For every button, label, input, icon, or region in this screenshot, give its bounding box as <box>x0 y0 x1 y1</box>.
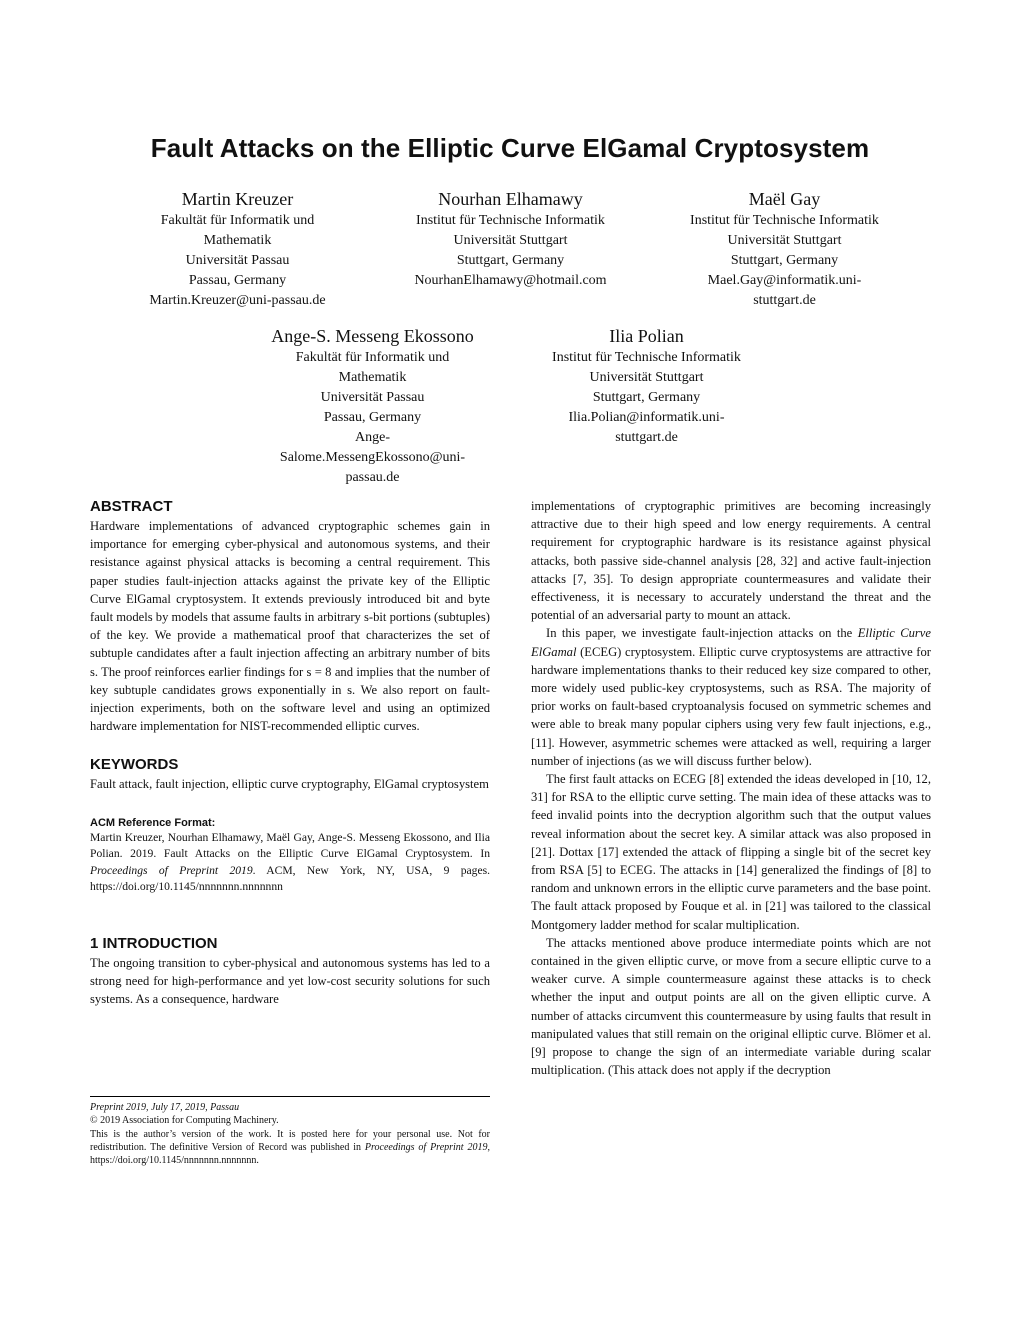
body-paragraph: The attacks mentioned above produce intermediate points which are not contained in the given elliptic curve, or move from a secure elliptic curve to a weaker curve. A simple countermeasure against these attacks is to check whether the input and output points are all on the given elliptic curve. A number of attacks circumvent this countermeasure by using faults that result in manipulated values that still remain on the original elliptic curve. Blömer et al. [9] propose to change the sign of an intermediate variable during scalar multiplication. (This attack does not apply if the decryption <box>531 935 931 1078</box>
footnote-venue: Preprint 2019, July 17, 2019, Passau <box>90 1102 240 1113</box>
acm-reference-text: Martin Kreuzer, Nourhan Elhamawy, Maël Gay, Ange-S. Messeng Ekossono, and Ilia Polian. 2019. Fault Attacks on the Elliptic Curve ElGamal Cryptosystem. In Proceedings of Preprint 2019. ACM, New York, NY, USA, 9 pages. https://doi.org/10.1145/nnnnnnn.nnnnnnn <box>90 830 491 894</box>
author-block <box>225 325 520 488</box>
acm-reference-heading: ACM Reference Format: <box>90 816 216 829</box>
author-block <box>90 188 385 311</box>
author-location: Passau, Germany <box>188 273 287 288</box>
author-name: Ange-S. Messeng Ekossono <box>271 326 474 346</box>
author-affiliation: Universität Stuttgart <box>453 233 568 248</box>
author-affiliation: Institut für Technische Informatik <box>416 213 605 228</box>
author-name: Martin Kreuzer <box>181 189 294 209</box>
author-email: Ilia.Polian@informatik.uni- <box>568 410 725 425</box>
right-column <box>531 497 931 1080</box>
body-paragraph: In this paper, we investigate fault-injection attacks on the Elliptic Curve ElGamal (ECEG) cryptosystem. Elliptic curve cryptosystems are attractive for hardware implementations thanks to their reduced key size compared to other, more widely used public-key cryptosystems, such as RSA. The majority of prior works on fault-based cryptoanalysis focused on symmetric schemes and were able to break many popular ciphers using very few fault injections, e.g., [11]. However, asymmetric schemes were attacked as well, requiring a larger number of injections (as we will discuss further below). <box>531 626 931 768</box>
author-email: Salome.MessengEkossono@uni- <box>279 450 466 465</box>
paper-title: Fault Attacks on the Elliptic Curve ElGamal Cryptosystem <box>150 133 870 163</box>
abstract-heading: ABSTRACT <box>90 498 173 515</box>
author-email: stuttgart.de <box>753 293 816 308</box>
author-location: Passau, Germany <box>323 410 422 425</box>
left-column <box>90 497 490 1008</box>
footnote-notice: This is the author’s version of the work. It is posted here for your personal use. Not for redistribution. The definitive Version of Record was published in Proceedings of Preprint 2019, https://doi.org/10.1145/nnnnnnn.nnnnnnn. <box>90 1128 490 1167</box>
footnote <box>90 1101 490 1167</box>
author-name: Ilia Polian <box>609 326 684 346</box>
author-block <box>637 188 932 311</box>
author-email: Ange- <box>355 430 390 445</box>
author-block <box>499 325 794 448</box>
author-affiliation: Universität Passau <box>320 390 425 405</box>
author-email: Martin.Kreuzer@uni-passau.de <box>149 293 326 308</box>
footnote-divider <box>90 1096 490 1097</box>
author-block <box>363 188 658 291</box>
author-affiliation: Fakultät für Informatik und <box>160 213 315 228</box>
keywords-heading: KEYWORDS <box>90 756 179 774</box>
body-paragraph: implementations of cryptographic primitives are becoming increasingly attractive due to their high speed and low energy requirements. A central requirement for cryptographic hardware is its resistance against physical attacks, both passive side-channel analysis [28, 32] and active fault-injection attacks [7, 35]. To design appropriate countermeasures and validate their effectiveness, it is necessary to accurately understand the threat and the potential of an adversarial party to mount an attack. <box>531 499 931 623</box>
author-affiliation: Universität Passau <box>185 253 290 268</box>
author-affiliation: Fakultät für Informatik und <box>295 350 450 365</box>
introduction-heading: 1 INTRODUCTION <box>90 934 218 952</box>
keywords-text: Fault attack, fault injection, elliptic curve cryptography, ElGamal cryptosystem <box>90 777 489 792</box>
author-email: stuttgart.de <box>615 430 678 445</box>
author-location: Stuttgart, Germany <box>730 253 839 268</box>
author-email: Mael.Gay@informatik.uni- <box>707 273 862 288</box>
author-affiliation: Institut für Technische Informatik <box>690 213 879 228</box>
author-name: Nourhan Elhamawy <box>438 189 583 209</box>
body-paragraph: The first fault attacks on ECEG [8] extended the ideas developed in [10, 12, 31] for RSA to the elliptic curve setting. The main idea of these attacks was to feed invalid points into the decryption algorithm such that the output values reveal information about the secret key. A similar attack was also proposed in [21]. Dottax [17] extended the attack of flipping a single bit of the secret key from RSA [5] to ECEG. The attacks in [14] generalized the findings of [8] to random and unknown errors in the elliptic curve parameters and the base point. The fault attack proposed by Fouque et al. in [21] was tailored to the classical Montgomery ladder method for scalar multiplication. <box>531 772 931 932</box>
footnote-copyright: © 2019 Association for Computing Machinery. <box>90 1115 279 1127</box>
abstract-text: Hardware implementations of advanced cryptographic schemes gain in importance for emerging cyber-physical and autonomous systems, and their resistance against physical attacks is becoming a central requirement. This paper studies fault-injection attacks against the private key of the Elliptic Curve ElGamal cryptosystem. It extends previously introduced bit and byte fault models by models that assume faults in arbitrary s-bit portions (subtuples) of the key. We provide a mathematical proof that characterizes the set of subtuple candidates after a fault injection affecting an arbitrary number of bits s. The proof reinforces earlier findings for s = 8 and implies that the number of key subtuple candidates grows exponentially in s. We also report on fault-injection experiments, both on the software level and using an optimized hardware implementation for NIST-recommended elliptic curves. <box>90 519 490 734</box>
author-email: passau.de <box>345 470 400 485</box>
author-affiliation: Mathematik <box>338 370 407 385</box>
author-affiliation: Institut für Technische Informatik <box>552 350 741 365</box>
author-affiliation: Universität Stuttgart <box>727 233 842 248</box>
author-affiliation: Mathematik <box>203 233 272 248</box>
introduction-paragraph: The ongoing transition to cyber-physical and autonomous systems has led to a strong need for high-performance and yet low-cost security solutions for such systems. As a consequence, hardware <box>90 955 490 1007</box>
author-email: NourhanElhamawy@hotmail.com <box>414 273 607 288</box>
author-location: Stuttgart, Germany <box>592 390 701 405</box>
author-name: Maël Gay <box>748 189 821 209</box>
author-location: Stuttgart, Germany <box>456 253 565 268</box>
author-affiliation: Universität Stuttgart <box>589 370 704 385</box>
